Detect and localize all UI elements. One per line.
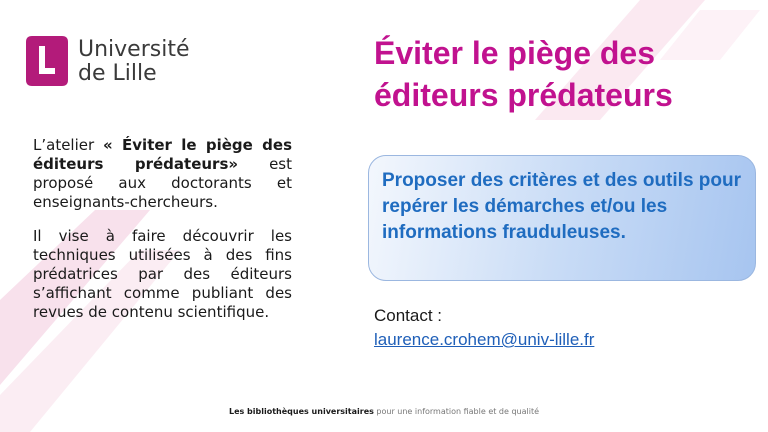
contact-email-link[interactable]: laurence.crohem@univ-lille.fr: [374, 330, 595, 349]
contact-label: Contact :: [374, 306, 443, 325]
universite-de-lille-logo: [24, 34, 190, 90]
description-paragraph-1: [33, 136, 292, 212]
page-title: [374, 32, 754, 116]
universite-de-lille-logo-icon: [24, 34, 70, 90]
logo-line-1: Université: [78, 37, 190, 62]
workshop-name: « Éviter le piège des éditeurs prédateurs»: [33, 136, 292, 173]
title-line-2: éditeurs prédateurs: [374, 77, 673, 113]
contact-block: [374, 304, 594, 352]
description-paragraph-2: Il vise à faire découvrir les techniques utilisées à des fins prédatrices par des éditeurs s’affichant comme publiant des revues de contenu scientifique.: [33, 227, 292, 321]
objective-text: Proposer des critères et des outils pour repérer les démarches et/ou les informations frauduleuses.: [382, 170, 741, 243]
footer-rest: pour une information fiable et de qualité: [373, 407, 540, 416]
footer-strong: Les bibliothèques universitaires: [228, 407, 374, 416]
description-p1-rest: est proposé aux doctorants et enseignants-chercheurs.: [33, 155, 292, 211]
title-line-1: Éviter le piège des: [374, 35, 656, 71]
objective-callout: [368, 155, 756, 281]
description-p1-intro: L’atelier: [33, 136, 104, 154]
footer-tagline: [0, 407, 768, 416]
logo-line-2: de Lille: [78, 61, 157, 86]
description-block: [33, 136, 292, 322]
logo-wordmark: [78, 38, 190, 86]
